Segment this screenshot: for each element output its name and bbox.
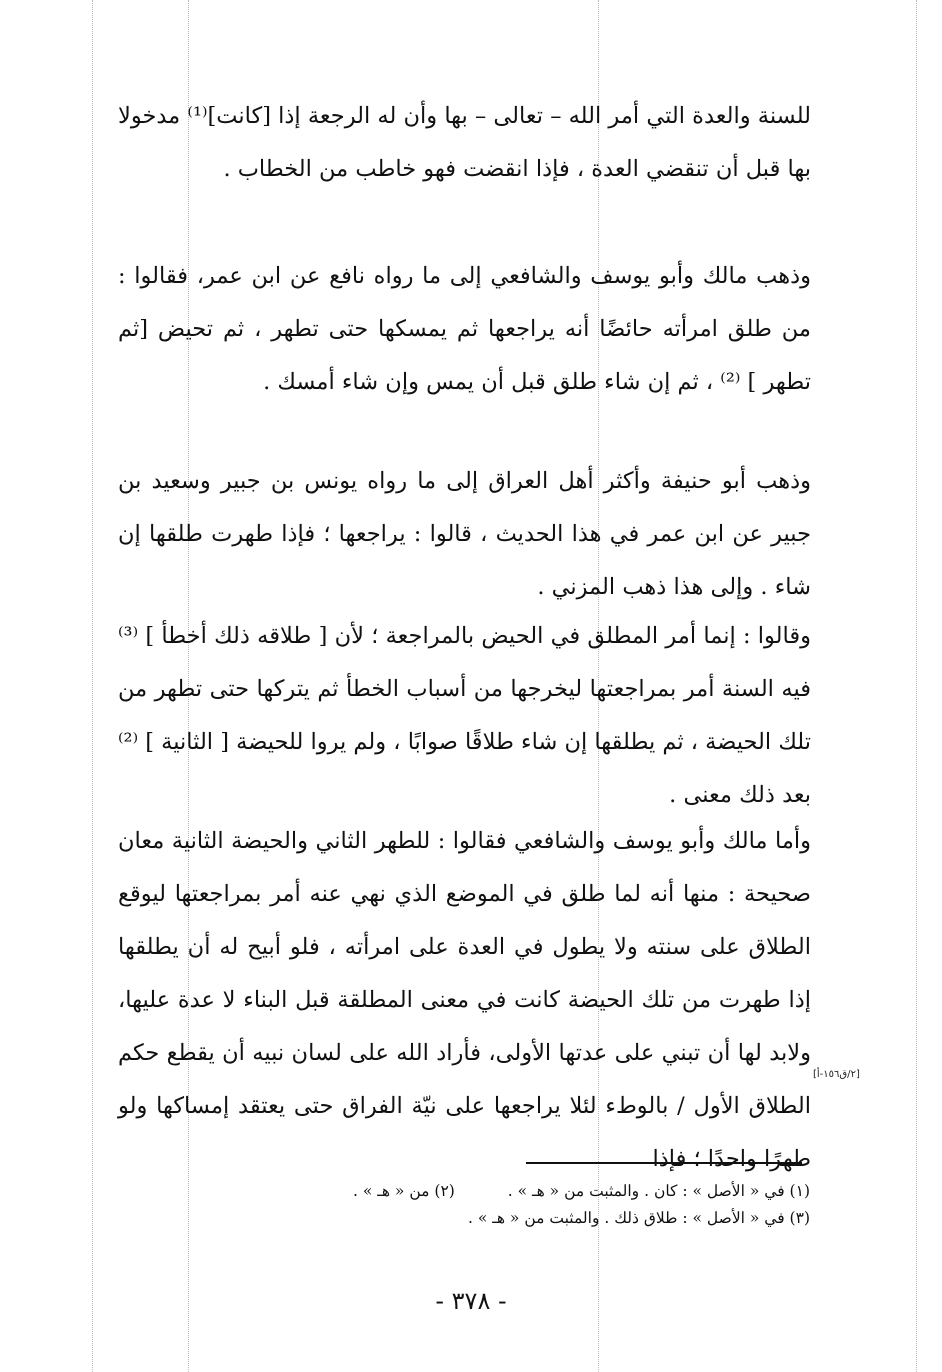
paragraph-5: وأما مالك وأبو يوسف والشافعي فقالوا : للطهر الثاني والحيضة الثانية معان صحيحة : منها أنه لما طلق في الموضع الذي نهي عنه أمر بمراجعتها ليوقع الطلاق على سنته ولا يطول في العدة على امرأته ، فلو أبيح له أن يطلقها إذا طهرت من تلك الحيضة كانت في معنى المطلقة قبل البناء لا عدة عليها، ولابد لها أن تبني على عدتها الأولى، فأراد الله على لسان نبيه أن يقطع حكم الطلاق الأول / بالوطء لئلا يراجعها على نيّة الفراق حتى يعتقد إمساكها ولو طهرًا واحدًا ؛ فإذا — [118, 828, 811, 1172]
footnote-row-2 — [160, 1205, 810, 1232]
paragraph-2: وذهب مالك وأبو يوسف والشافعي إلى ما رواه نافع عن ابن عمر، فقالوا : من طلق امرأته حائضًا أنه يراجعها ثم يمسكها حتى تطهر ، ثم تحيض [ثم تطهر ] ⁽²⁾ ، ثم إن شاء طلق قبل أن يمس وإن شاء أمسك . — [118, 263, 811, 395]
footnote-1: (١) في « الأصل » : كان . والمثبت من « هـ » . — [507, 1182, 810, 1200]
paragraph-3: وذهب أبو حنيفة وأكثر أهل العراق إلى ما رواه يونس بن جبير وسعيد بن جبير عن ابن عمر في هذا الحديث ، قالوا : يراجعها ؛ فإذا طهرت طلقها إن شاء . وإلى هذا ذهب المزني . — [118, 468, 811, 600]
manuscript-folio-note: [٢/ق١٥٦-أ] — [813, 1069, 860, 1080]
scan-fold-line — [916, 0, 917, 1372]
scan-fold-line — [92, 0, 93, 1372]
footnote-separator — [526, 1162, 802, 1164]
footnote-3: (٣) في « الأصل » : طلاق ذلك . والمثبت من « هـ » . — [468, 1209, 810, 1227]
footnote-row-1 — [160, 1178, 810, 1205]
paragraph-1: للسنة والعدة التي أمر الله – تعالى – بها وأن له الرجعة إذا [كانت]⁽¹⁾ مدخولا بها قبل أن تنقضي العدة ، فإذا انقضت فهو خاطب من الخطاب . — [118, 103, 811, 182]
page-number: - ٣٧٨ - — [435, 1287, 507, 1315]
paragraph-4: وقالوا : إنما أمر المطلق في الحيض بالمراجعة ؛ لأن [ طلاقه ذلك أخطأ ] ⁽³⁾ فيه السنة أمر بمراجعتها ليخرجها من أسباب الخطأ ثم يتركها حتى تطهر من تلك الحيضة ، ثم يطلقها إن شاء طلاقًا صوابًا ، ولم يروا للحيضة [ الثانية ] ⁽²⁾ بعد ذلك معنى . — [118, 623, 811, 808]
footnotes — [160, 1178, 810, 1232]
footnote-2: (٢) من « هـ » . — [353, 1182, 455, 1200]
